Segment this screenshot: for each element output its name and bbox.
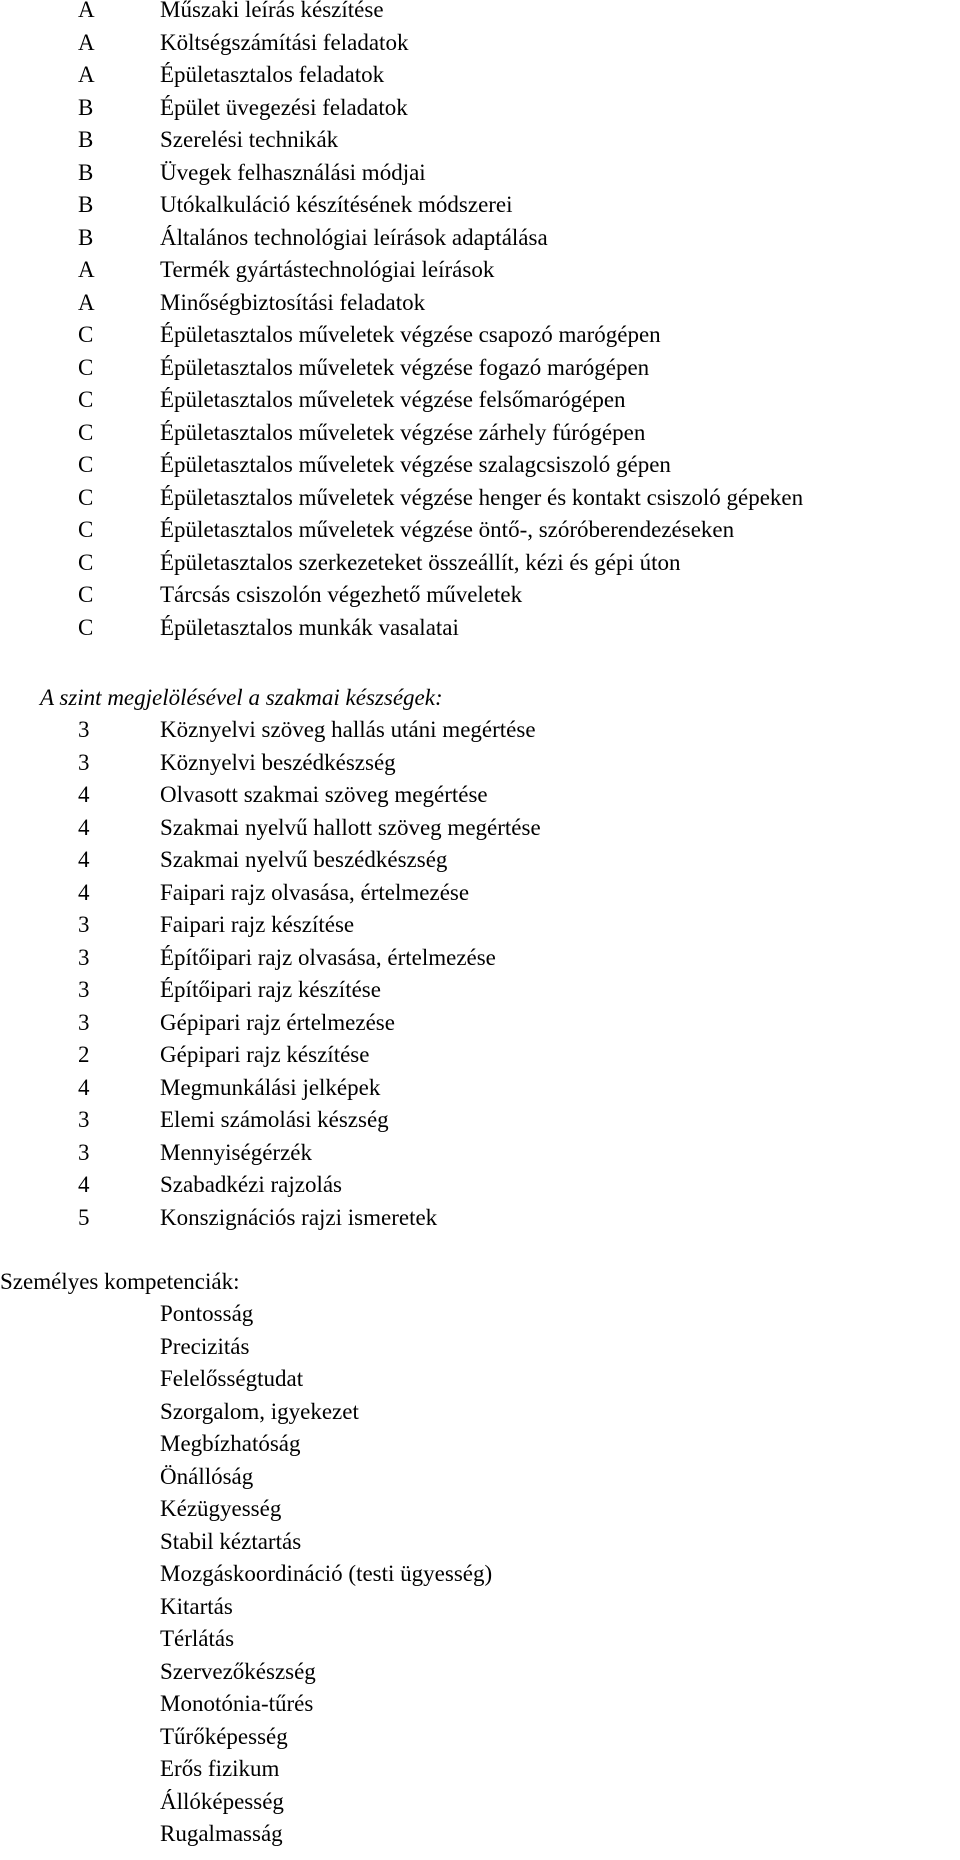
task-level: B <box>78 159 94 185</box>
task-row <box>0 59 960 92</box>
skill-row <box>0 1169 960 1202</box>
task-text: Épületasztalos műveletek végzése henger és kontakt csiszoló gépeken <box>160 484 804 510</box>
task-text: Épület üvegezési feladatok <box>160 94 408 120</box>
task-text: Épületasztalos műveletek végzése fogazó marógépen <box>160 354 650 380</box>
skill-level: 3 <box>78 1107 90 1132</box>
task-text: Tárcsás csiszolón végezhető műveletek <box>160 582 523 607</box>
task-level: A <box>78 257 95 282</box>
task-text: Üvegek felhasználási módjai <box>160 159 426 185</box>
competency-text: Önállóság <box>160 1463 254 1489</box>
skills-heading: A szint megjelölésével a szakmai készségek: <box>40 685 443 710</box>
task-row <box>0 417 960 450</box>
competency-text: Kitartás <box>160 1593 233 1619</box>
competency-row <box>0 1526 960 1559</box>
task-level: C <box>78 419 94 445</box>
competency-row <box>0 1331 960 1364</box>
competency-row <box>0 1298 960 1331</box>
skill-row <box>0 779 960 812</box>
task-row <box>0 547 960 580</box>
task-text: Épületasztalos munkák vasalatai <box>160 614 459 640</box>
task-level: A <box>78 0 95 22</box>
skill-row <box>0 1007 960 1040</box>
task-level: B <box>78 192 94 217</box>
skill-level: 5 <box>78 1204 90 1230</box>
skill-text: Szakmai nyelvű beszédkészség <box>160 847 448 872</box>
task-row <box>0 189 960 222</box>
competency-text: Kézügyesség <box>160 1496 282 1521</box>
competency-row <box>0 1363 960 1396</box>
competency-text: Tűrőképesség <box>160 1723 288 1749</box>
skill-text: Építőipari rajz olvasása, értelmezése <box>160 944 496 970</box>
competency-row <box>0 1656 960 1689</box>
competency-row <box>0 1461 960 1494</box>
skill-row <box>0 1137 960 1170</box>
skill-row <box>0 714 960 747</box>
competency-row <box>0 1818 960 1851</box>
skill-row <box>0 1039 960 1072</box>
task-text: Műszaki leírás készítése <box>160 0 384 22</box>
task-text: Termék gyártástechnológiai leírások <box>160 257 495 282</box>
task-text: Költségszámítási feladatok <box>160 29 409 55</box>
task-text: Általános technológiai leírások adaptálása <box>160 224 548 250</box>
skill-level: 3 <box>78 1009 90 1035</box>
skill-row <box>0 1202 960 1235</box>
skill-level: 4 <box>78 782 90 807</box>
task-level: A <box>78 289 95 315</box>
skill-level: 4 <box>78 879 90 905</box>
skill-text: Szakmai nyelvű hallott szöveg megértése <box>160 814 541 840</box>
skill-level: 3 <box>78 944 90 970</box>
skill-row <box>0 1072 960 1105</box>
task-row <box>0 449 960 482</box>
skills-list <box>0 714 960 1234</box>
skill-row <box>0 1104 960 1137</box>
task-level: C <box>78 582 94 607</box>
skill-level: 3 <box>78 912 90 937</box>
task-row <box>0 157 960 190</box>
task-row <box>0 287 960 320</box>
task-text: Minőségbiztosítási feladatok <box>160 289 426 315</box>
task-row <box>0 92 960 125</box>
skill-row <box>0 942 960 975</box>
task-text: Épületasztalos műveletek végzése csapozó marógépen <box>160 322 661 347</box>
skill-row <box>0 909 960 942</box>
task-text: Épületasztalos feladatok <box>160 62 385 87</box>
skill-row <box>0 844 960 877</box>
skill-row <box>0 747 960 780</box>
skill-level: 4 <box>78 1074 90 1100</box>
skill-level: 3 <box>78 1139 90 1165</box>
skill-level: 4 <box>78 814 90 840</box>
personal-competencies-list <box>0 1298 960 1851</box>
competency-row <box>0 1688 960 1721</box>
task-level: C <box>78 484 94 510</box>
task-text: Épületasztalos műveletek végzése szalagcsiszoló gépen <box>160 452 671 477</box>
task-level: B <box>78 127 94 152</box>
competency-row <box>0 1493 960 1526</box>
skill-row <box>0 974 960 1007</box>
task-level: C <box>78 452 94 477</box>
competency-text: Térlátás <box>160 1626 235 1651</box>
skill-text: Építőipari rajz készítése <box>160 977 381 1002</box>
skill-level: 3 <box>78 977 90 1002</box>
competency-text: Felelősségtudat <box>160 1366 304 1391</box>
skill-level: 2 <box>78 1042 90 1067</box>
competency-text: Precizitás <box>160 1333 250 1359</box>
task-level: B <box>78 94 94 120</box>
skill-text: Köznyelvi beszédkészség <box>160 749 396 775</box>
skill-row <box>0 812 960 845</box>
task-level: C <box>78 517 94 542</box>
skill-text: Elemi számolási készség <box>160 1107 389 1132</box>
competency-text: Pontosság <box>160 1301 254 1326</box>
task-row <box>0 482 960 515</box>
skill-level: 4 <box>78 1172 90 1197</box>
competency-text: Szorgalom, igyekezet <box>160 1398 359 1424</box>
skill-text: Megmunkálási jelképek <box>160 1074 381 1100</box>
competency-text: Erős fizikum <box>160 1756 280 1781</box>
task-list <box>0 0 960 644</box>
task-row <box>0 27 960 60</box>
competency-text: Megbízhatóság <box>160 1431 301 1456</box>
task-text: Épületasztalos szerkezeteket összeállít, kézi és gépi úton <box>160 549 681 575</box>
task-text: Épületasztalos műveletek végzése zárhely fúrógépen <box>160 419 646 445</box>
skill-level: 3 <box>78 717 90 742</box>
competency-row <box>0 1396 960 1429</box>
skill-level: 3 <box>78 749 90 775</box>
task-text: Utókalkuláció készítésének módszerei <box>160 192 513 217</box>
task-text: Épületasztalos műveletek végzése felsőmarógépen <box>160 387 626 412</box>
skill-text: Gépipari rajz készítése <box>160 1042 370 1067</box>
task-row <box>0 124 960 157</box>
personal-competencies-heading: Személyes kompetenciák: <box>0 1269 240 1294</box>
task-level: A <box>78 62 95 87</box>
competency-text: Rugalmasság <box>160 1821 283 1846</box>
task-row <box>0 319 960 352</box>
task-row <box>0 514 960 547</box>
task-row <box>0 352 960 385</box>
competency-row <box>0 1786 960 1819</box>
task-row <box>0 254 960 287</box>
competency-text: Stabil kéztartás <box>160 1528 302 1554</box>
competency-row <box>0 1721 960 1754</box>
competency-row <box>0 1428 960 1461</box>
task-level: C <box>78 549 94 575</box>
skill-text: Szabadkézi rajzolás <box>160 1172 342 1197</box>
task-row <box>0 612 960 645</box>
task-level: A <box>78 29 95 55</box>
task-level: B <box>78 224 94 250</box>
task-text: Szerelési technikák <box>160 127 339 152</box>
skill-text: Olvasott szakmai szöveg megértése <box>160 782 488 807</box>
skill-level: 4 <box>78 847 90 872</box>
competency-text: Szervezőkészség <box>160 1658 316 1684</box>
task-row <box>0 222 960 255</box>
competency-row <box>0 1753 960 1786</box>
task-text: Épületasztalos műveletek végzése öntő-, szóróberendezéseken <box>160 517 735 542</box>
skill-text: Faipari rajz olvasása, értelmezése <box>160 879 470 905</box>
competency-text: Állóképesség <box>160 1788 284 1814</box>
task-level: C <box>78 354 94 380</box>
competency-row <box>0 1558 960 1591</box>
task-level: C <box>78 322 94 347</box>
competency-row <box>0 1591 960 1624</box>
skill-text: Mennyiségérzék <box>160 1139 312 1165</box>
skill-row <box>0 877 960 910</box>
competency-row <box>0 1623 960 1656</box>
competency-text: Monotónia-tűrés <box>160 1691 314 1716</box>
task-level: C <box>78 387 94 412</box>
competency-text: Mozgáskoordináció (testi ügyesség) <box>160 1561 493 1586</box>
skill-text: Gépipari rajz értelmezése <box>160 1009 395 1035</box>
skill-text: Konszignációs rajzi ismeretek <box>160 1204 438 1230</box>
skill-text: Köznyelvi szöveg hallás utáni megértése <box>160 717 536 742</box>
task-row <box>0 0 960 27</box>
task-row <box>0 579 960 612</box>
task-level: C <box>78 614 94 640</box>
skill-text: Faipari rajz készítése <box>160 912 355 937</box>
task-row <box>0 384 960 417</box>
